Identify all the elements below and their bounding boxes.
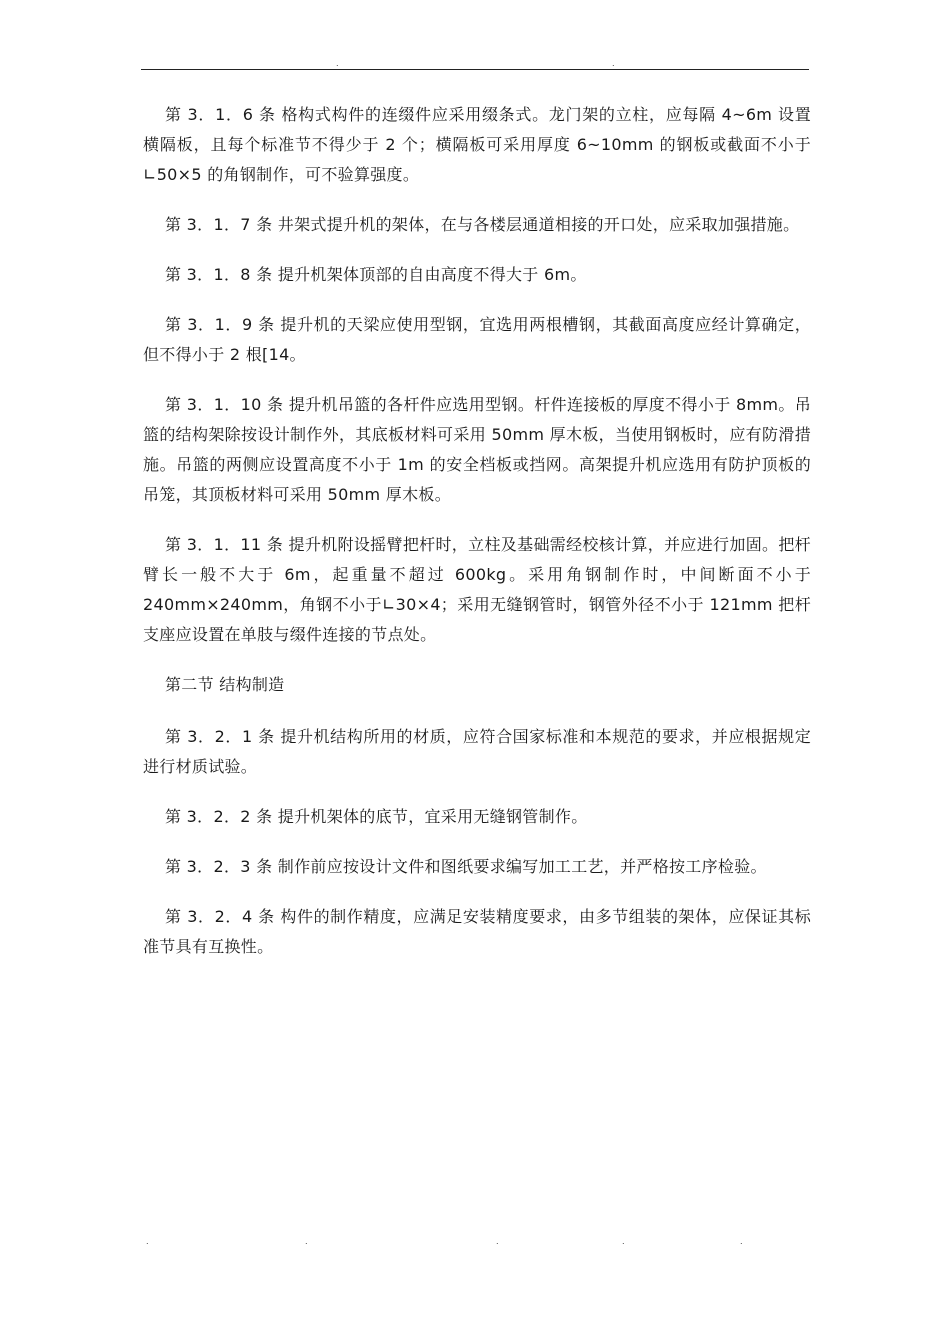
section-heading: 第二节 结构制造 xyxy=(165,675,285,694)
header-dot-left: . xyxy=(336,59,339,68)
clause-3-1-11: 第 3．1．11 条 提升机附设摇臂把杆时，立柱及基础需经校核计算，并应进行加固。把杆臂长一般不大于 6m，起重量不超过 600kg。采用角钢制作时，中间断面不小于 240mm×240mm，角钢不小于∟30×4；采用无缝钢管时，钢管外径不小于 121mm 把杆支座应设置在单肢与缀件连接的节点处。 xyxy=(143,535,811,644)
clause-3-2-4: 第 3．2．4 条 构件的制作精度，应满足安装精度要求，由多节组装的架体，应保证其标准节具有互换性。 xyxy=(143,907,811,956)
footer-dot: . xyxy=(146,1237,149,1246)
clause-3-1-6: 第 3．1．6 条 格构式构件的连缀件应采用缀条式。龙门架的立柱，应每隔 4~6m 设置横隔板，且每个标准节不得少于 2 个；横隔板可采用厚度 6~10mm 的钢板或截面不小于∟50×5 的角钢制作，可不验算强度。 xyxy=(143,105,811,184)
clause-3-2-2: 第 3．2．2 条 提升机架体的底节，宜采用无缝钢管制作。 xyxy=(165,807,588,826)
footer-dot: . xyxy=(496,1237,499,1246)
footer-dot: . xyxy=(305,1237,308,1246)
footer-dot: . xyxy=(740,1237,743,1246)
clause-3-1-7: 第 3．1．7 条 井架式提升机的架体，在与各楼层通道相接的开口处，应采取加强措施。 xyxy=(165,215,800,234)
header-dot-right: . xyxy=(612,59,615,68)
document-body xyxy=(143,100,811,982)
clause-3-2-1: 第 3．2．1 条 提升机结构所用的材质，应符合国家标准和本规范的要求，并应根据规定进行材质试验。 xyxy=(143,727,811,776)
clause-3-1-10: 第 3．1．10 条 提升机吊篮的各杆件应选用型钢。杆件连接板的厚度不得小于 8mm。吊篮的结构架除按设计制作外，其底板材料可采用 50mm 厚木板，当使用钢板时，应有防滑措施。吊篮的两侧应设置高度不小于 1m 的安全档板或挡网。高架提升机应选用有防护顶板的吊笼，其顶板材料可采用 50mm 厚木板。 xyxy=(143,395,811,504)
clause-3-1-9: 第 3．1．9 条 提升机的天梁应使用型钢，宜选用两根槽钢，其截面高度应经计算确定，但不得小于 2 根[14。 xyxy=(143,315,811,364)
clause-3-1-8: 第 3．1．8 条 提升机架体顶部的自由高度不得大于 6m。 xyxy=(165,265,587,284)
footer-dot: . xyxy=(622,1237,625,1246)
header-rule xyxy=(141,69,809,70)
footer-dots xyxy=(0,1238,950,1248)
clause-3-2-3: 第 3．2．3 条 制作前应按设计文件和图纸要求编写加工工艺，并严格按工序检验。 xyxy=(165,857,767,876)
